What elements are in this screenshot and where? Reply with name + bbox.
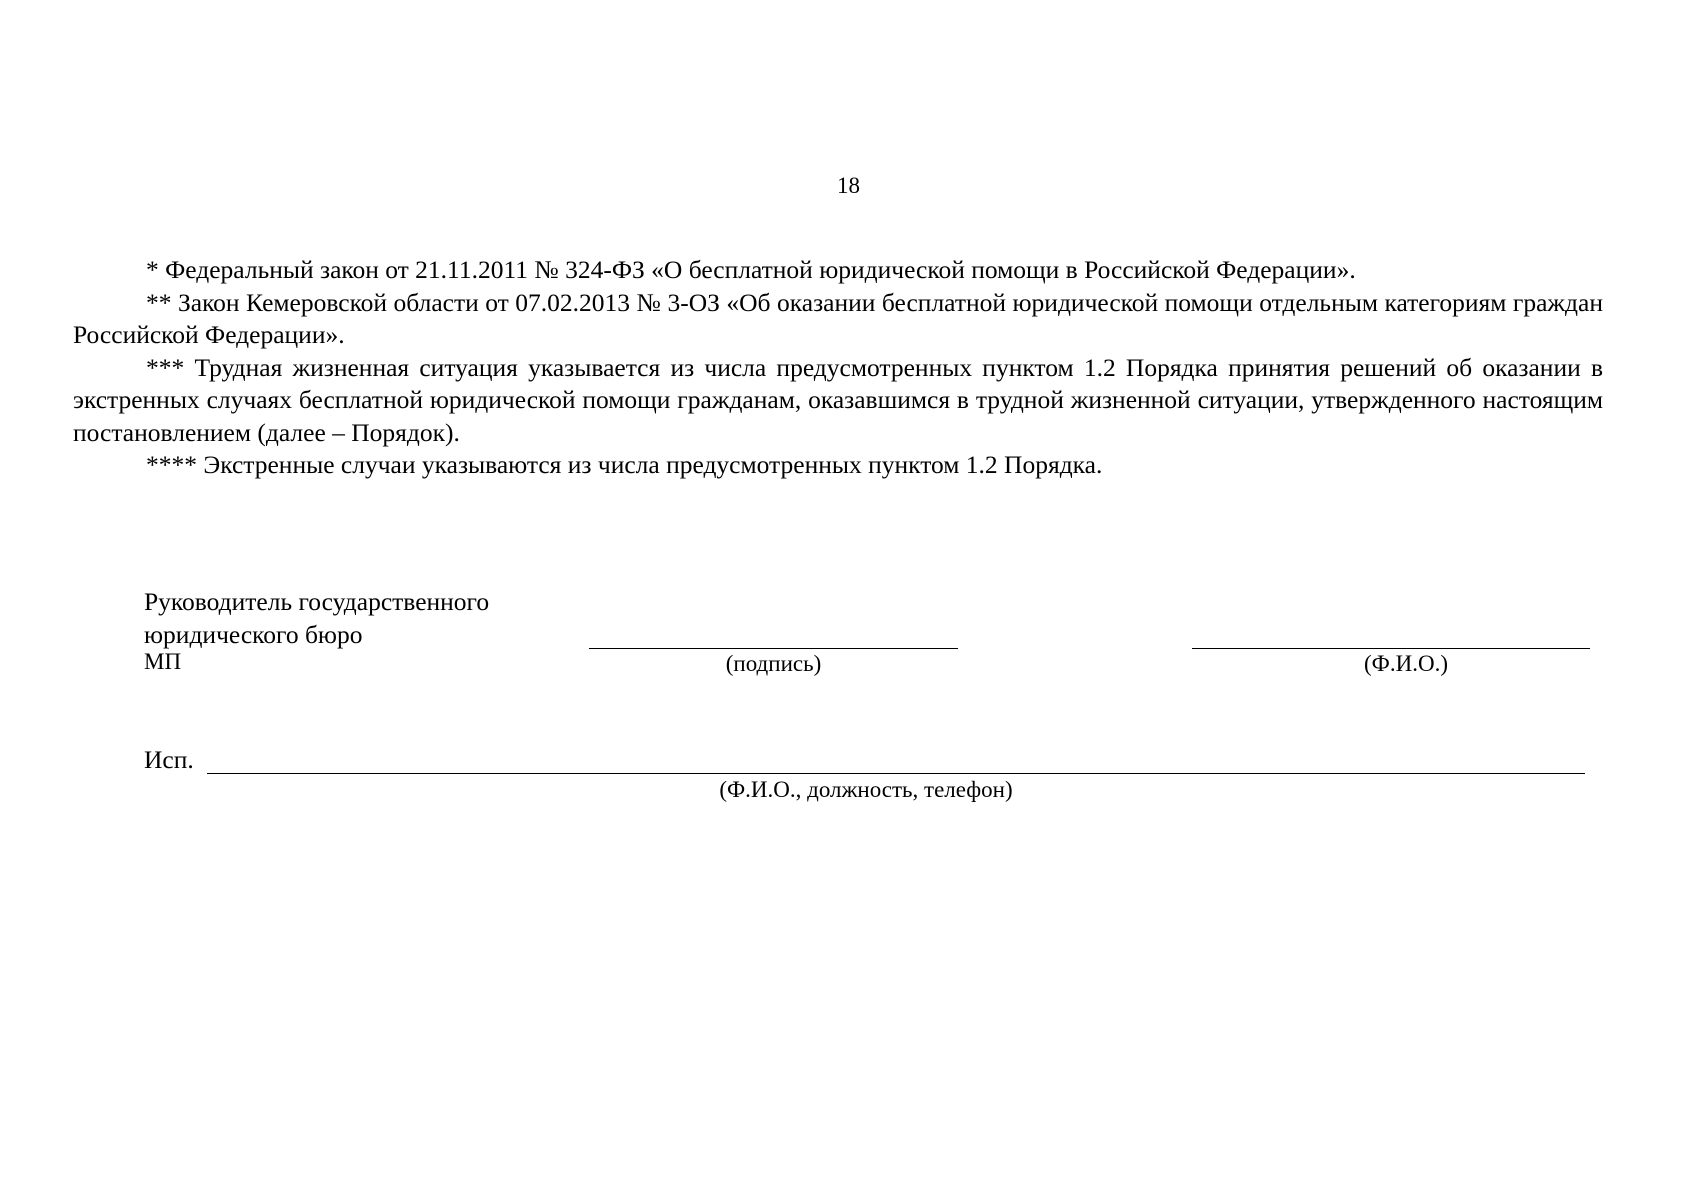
footnote-1: * Федеральный закон от 21.11.2011 № 324-ФЗ «О бесплатной юридической помощи в Российской Федерации». xyxy=(146,255,1356,284)
signatory-title-line-1: Руководитель государственного xyxy=(144,587,490,616)
page-number: 18 xyxy=(837,173,860,198)
footnote-4: **** Экстренные случаи указываются из числа предусмотренных пунктом 1.2 Порядка. xyxy=(146,450,1103,479)
signature-line xyxy=(589,648,958,649)
footnote-3: *** Трудная жизненная ситуация указывается из числа предусмотренных пунктом 1.2 Порядка принятия решений об оказании в экстренных случаях бесплатной юридической помощи гражданам, оказавшимся в трудной жизненной ситуации, утвержденного настоящим постановлением (далее – Порядок). xyxy=(73,352,1603,447)
name-line xyxy=(1192,648,1590,649)
footnotes xyxy=(73,254,1603,482)
executor-line xyxy=(207,773,1585,774)
name-caption: (Ф.И.О.) xyxy=(1364,651,1448,676)
executor-label: Исп. xyxy=(144,745,194,774)
executor-caption: (Ф.И.О., должность, телефон) xyxy=(719,777,1013,802)
signatory-title xyxy=(144,586,489,651)
signature-caption: (подпись) xyxy=(725,651,822,676)
stamp-label: МП xyxy=(144,649,182,674)
footnote-2: ** Закон Кемеровской области от 07.02.2013 № 3-ОЗ «Об оказании бесплатной юридической помощи отдельным категориям граждан Российской Федерации». xyxy=(73,287,1603,349)
signatory-title-line-2: юридического бюро xyxy=(144,619,363,649)
